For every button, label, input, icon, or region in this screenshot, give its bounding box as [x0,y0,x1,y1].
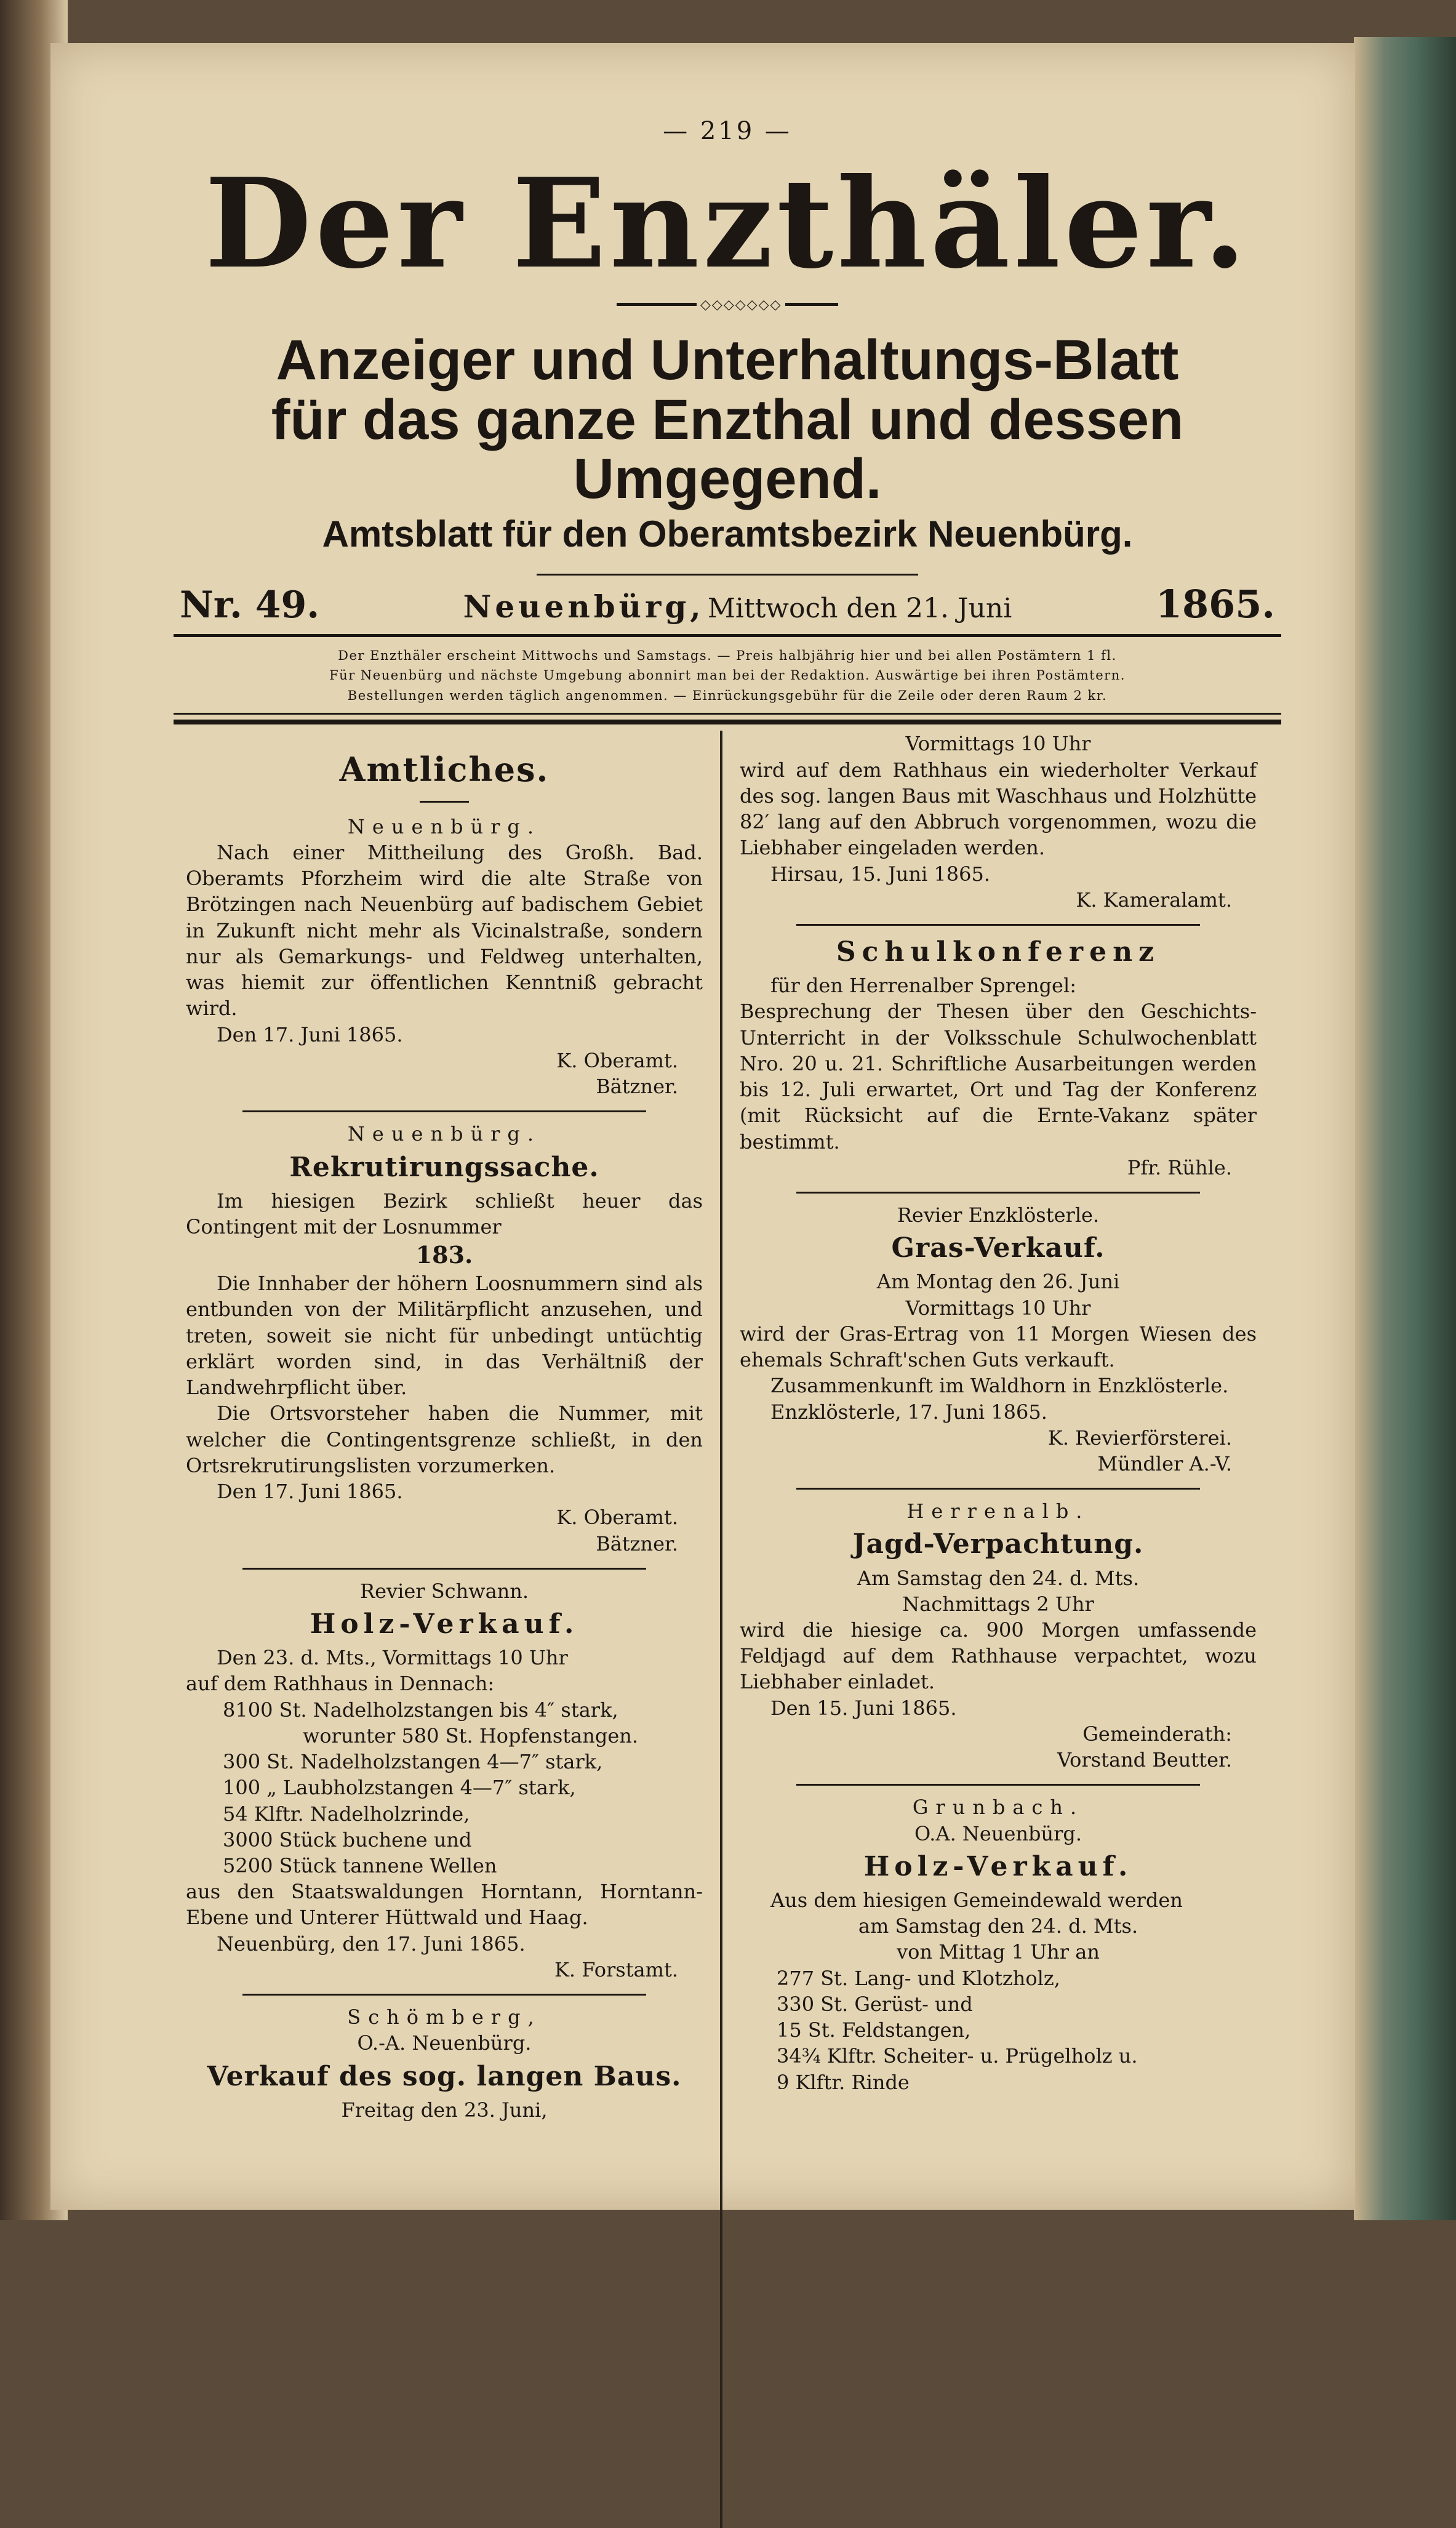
subtitle-line-2: für das ganze Enzthal und dessen Umgegend. [271,388,1184,511]
notice-title: Gras-Verkauf. [891,1232,1105,1264]
notice-text: Die Innhaber der höhern Loosnummern sind als entbunden von der Militärpflicht anzusehen, und treten, soweit sie nicht für unbedingt untüchtig erklärt worden sind, in das Verhältniß der Landwehrpflicht über. [186,1272,703,1400]
place-date [463,588,1012,625]
notice-signature: Gemeinderath: [1082,1722,1232,1746]
notice-place: Neuenbürg. [347,814,542,838]
list-item: 277 St. Lang- und Klotzholz, [777,1966,1060,1990]
notice-text: Nach einer Mittheilung des Großh. Bad. Oberamts Pforzheim wird die alte Straße von Brötzingen nach Neuenbürg auf badischem Gebiet in Zukunft nicht mehr als Vicinalstraße, sondern nur als Gemarkungs- und Feldweg unterhalten, was hiemit zur öffentlichen Kenntniß gebracht wird. [186,840,703,1021]
notice-title: Rekrutirungssache. [289,1151,599,1183]
left-column [174,731,715,2528]
dateline [174,582,1281,627]
notice-text: wird die hiesige ca. 900 Morgen umfassende Feldjagd auf dem Rathhause verpachtet, wozu Liebhaber einladet. [740,1618,1257,1694]
notice-signature: Pfr. Rühle. [1127,1155,1232,1179]
list-item: worunter 580 St. Hopfenstangen. [303,1723,639,1748]
list-item: 100 „ Laubholzstangen 4—7″ stark, [223,1776,576,1800]
section-title: Amtliches. [339,750,550,790]
column-separator [720,731,722,2528]
subtitle-line-3: Amtsblatt für den Oberamtsbezirk Neuenbürg. [322,513,1133,555]
info-box [174,634,1281,715]
notice-date: Enzklösterle, 17. Juni 1865. [770,1400,1047,1424]
right-column [727,731,1269,2528]
notice-line: Nachmittags 2 Uhr [902,1592,1094,1616]
list-item: 300 St. Nadelholzstangen 4—7″ stark, [223,1750,603,1774]
notice-date: Den 15. Juni 1865. [770,1696,957,1720]
notice-place: Revier Schwann. [359,1579,529,1603]
notice-signature-name: Mündler A.-V. [1097,1451,1232,1475]
header-rule [537,574,918,576]
notice-place: Revier Enzklösterle. [897,1203,1100,1227]
notice-place: Neuenbürg. [347,1122,542,1146]
notice-separator [242,1110,646,1112]
list-item: 330 St. Gerüst- und [777,1992,973,2016]
notice-title: Jagd-Verpachtung. [852,1528,1144,1560]
list-item: 3000 Stück buchene und [223,1828,472,1852]
info-line-2: Für Neuenbürg und nächste Umgebung abonnirt man bei der Redaktion. Auswärtige bei ihren Postämtern. [329,668,1126,683]
info-line-3: Bestellungen werden täglich angenommen. — Einrückungsgebühr für die Zeile oder deren Raum 2 kr. [347,688,1108,703]
notice-title: Schulkonferenz [836,936,1161,968]
notice-signature-name: Vorstand Beutter. [1057,1748,1232,1772]
notice-title: Holz-Verkauf. [310,1608,579,1640]
notice-line: von Mittag 1 Uhr an [897,1940,1100,1964]
date: Mittwoch den 21. Juni [707,592,1012,624]
notice-signature: K. Oberamt. [556,1506,678,1530]
notice-separator [796,1784,1199,1786]
notice-text: Zusammenkunft im Waldhorn in Enzklösterle. [770,1374,1229,1398]
notice-signature: K. Revierförsterei. [1047,1426,1232,1450]
page-number: — 219 — [663,117,792,145]
notice-line: Am Montag den 26. Juni [876,1270,1120,1294]
notice-line: Am Samstag den 24. d. Mts. [857,1566,1140,1590]
notice-text: Im hiesigen Bezirk schließt heuer das Contingent mit der Losnummer [186,1189,703,1238]
notice-title: Verkauf des sog. langen Baus. [207,2060,682,2092]
notice-signature: K. Oberamt. [556,1048,678,1072]
notice-separator [796,1192,1199,1194]
list-item: 15 St. Feldstangen, [777,2018,971,2042]
notice-title: Holz-Verkauf. [863,1850,1133,1882]
notice-line: Freitag den 23. Juni, [341,2098,548,2122]
list-item: 8100 St. Nadelholzstangen bis 4″ stark, [223,1698,618,1722]
notice-separator [796,924,1199,926]
list-item: 54 Klftr. Nadelholzrinde, [223,1802,470,1826]
notice-line: Vormittags 10 Uhr [905,732,1091,756]
notice-line: am Samstag den 24. d. Mts. [858,1914,1138,1938]
notice-date: Den 17. Juni 1865. [217,1480,403,1504]
year: 1865. [1155,581,1275,627]
notice-text: Die Ortsvorsteher haben die Nummer, mit welcher die Contingentsgrenze schließt, in den Ortsrekrutirungslisten vorzumerken. [186,1402,703,1477]
notice-text: wird auf dem Rathhaus ein wiederholter Verkauf des sog. langen Baus mit Waschhaus und Holzhütte 82′ lang auf den Abbruch vorgenommen, wozu die Liebhaber eingeladen werden. [740,758,1257,860]
page-content [174,80,1281,2528]
notice-line: Den 23. d. Mts., Vormittags 10 Uhr [217,1646,568,1670]
notice-date: Neuenbürg, den 17. Juni 1865. [217,1932,526,1956]
notice-signature: K. Forstamt. [554,1957,678,1981]
notice-place: Grunbach. [912,1796,1084,1820]
notice-subplace: O.-A. Neuenbürg. [357,2031,532,2055]
notice-text: wird der Gras-Ertrag von 11 Morgen Wiesen des ehemals Schraft'schen Guts verkauft. [740,1322,1257,1372]
heavy-rule [174,720,1281,724]
notice-signature: K. Kameralamt. [1076,888,1232,912]
notice-number: 183. [415,1241,473,1269]
list-item: 9 Klftr. Rinde [777,2070,910,2094]
book-edge [1354,37,1456,2220]
notice-text: aus den Staatswaldungen Horntann, Horntann-Ebene und Unterer Hüttwald und Haag. [186,1880,703,1930]
subtitle-line-1: Anzeiger und Unterhaltungs-Blatt [276,329,1179,391]
notice-date: Hirsau, 15. Juni 1865. [770,862,991,886]
masthead-title: Der Enzthäler. [204,151,1250,296]
short-dash [420,801,469,803]
notice-separator [242,1994,646,1996]
notice-line: Vormittags 10 Uhr [905,1296,1091,1320]
notice-separator [242,1568,646,1570]
notice-subplace: O.A. Neuenbürg. [914,1821,1082,1845]
info-line-1: Der Enzthäler erscheint Mittwochs und Samstags. — Preis halbjährig hier und bei allen Postämtern 1 fl. [338,648,1117,663]
notice-separator [796,1488,1199,1490]
place: Neuenbürg, [463,588,705,625]
notice-signature-name: Bätzner. [596,1531,678,1555]
newspaper-page [50,43,1355,2210]
notice-line: auf dem Rathhaus in Dennach: [186,1672,495,1696]
columns [174,731,1281,2528]
notice-text: Besprechung der Thesen über den Geschichts-Unterricht in der Volksschule Schulwochenblatt Nro. 20 u. 21. Schriftliche Ausarbeitungen werden bis 12. Juli erwartet, Ort und Tag der Konferenz (mit Rücksicht auf die Ernte-Vakanz später bestimmt. [740,1000,1257,1154]
list-item: 34¾ Klftr. Scheiter- u. Prügelholz u. [777,2044,1138,2068]
notice-line: Aus dem hiesigen Gemeindewald werden [770,1888,1183,1912]
notice-place: Herrenalb. [906,1499,1090,1523]
notice-signature-name: Bätzner. [596,1075,678,1099]
issue-number: Nr. 49. [180,583,320,627]
ornament-divider: ◇◇◇◇◇◇◇ [617,303,838,318]
notice-place: Schömberg, [347,2005,542,2029]
list-item: 5200 Stück tannene Wellen [223,1853,497,1877]
notice-date: Den 17. Juni 1865. [217,1022,403,1046]
notice-line: für den Herrenalber Sprengel: [770,974,1076,998]
